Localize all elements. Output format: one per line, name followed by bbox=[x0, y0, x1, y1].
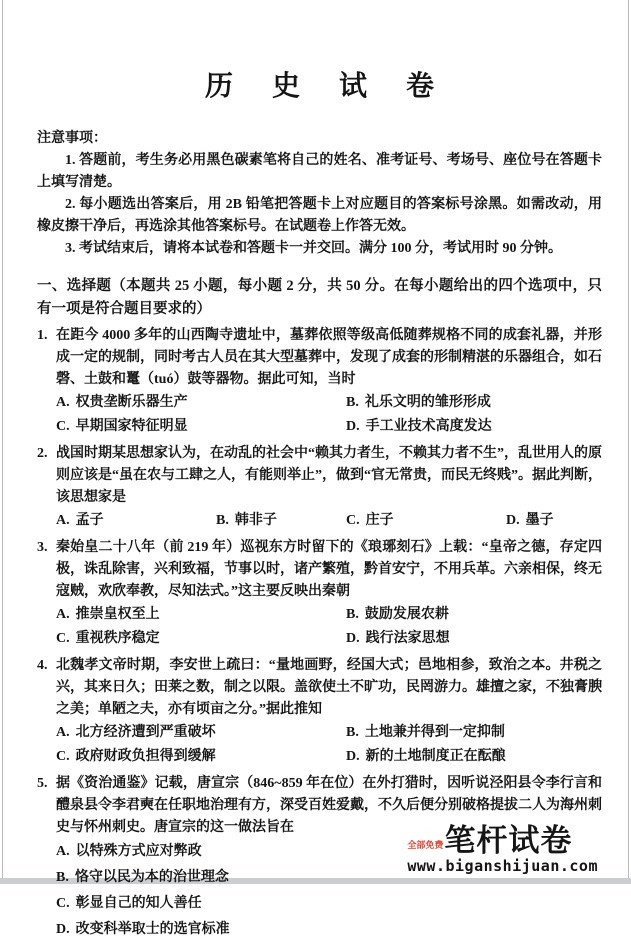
option-label: D. bbox=[346, 631, 360, 646]
option-text: 政府财政负担得到缓解 bbox=[75, 749, 216, 764]
question-stem: 据《资治通鉴》记载，唐宣宗（846~859 年在位）在外打猎时，因听说泾阳县令李行言和醴泉县令李君奭在任职地治理有方，深受百姓爱戴，不久后便分别破格提拔二人为海州刺史与怀州刺史。唐宣宗的这一做法旨在 bbox=[56, 776, 602, 835]
question-number: 3. bbox=[37, 540, 48, 555]
option-d bbox=[346, 745, 602, 769]
option-text: 新的土地制度正在酝酿 bbox=[365, 749, 506, 764]
option-label: C. bbox=[56, 896, 70, 911]
option-d bbox=[506, 509, 602, 533]
option-c bbox=[56, 627, 346, 651]
option-text: 手工业技术高度发达 bbox=[365, 419, 492, 434]
option-a bbox=[56, 603, 346, 627]
question-stem: 战国时期某思想家认为，在动乱的社会中“赖其力者生，不赖其力者不生”，乱世用人的原则应该是“虽在农与工肆之人，有能则举止”，做到“官无常贵，而民无终贱”。据此判断，该思想家是 bbox=[56, 446, 602, 505]
option-label: B. bbox=[56, 870, 69, 885]
free-badge: 全部免费 bbox=[407, 840, 444, 850]
option-label: A. bbox=[56, 395, 70, 410]
option-text: 礼乐文明的雏形形成 bbox=[364, 395, 491, 410]
option-label: D. bbox=[346, 749, 360, 764]
option-text: 改变科举取士的选官标准 bbox=[75, 922, 230, 937]
option-label: D. bbox=[346, 419, 360, 434]
option-label: B. bbox=[216, 513, 229, 528]
exam-paper bbox=[37, 0, 602, 943]
option-label: A. bbox=[56, 844, 70, 859]
option-text: 土地兼并得到一定抑制 bbox=[364, 725, 505, 740]
question-4-options bbox=[37, 721, 602, 769]
option-label: A. bbox=[56, 725, 70, 740]
option-text: 彰显自己的知人善任 bbox=[75, 896, 202, 911]
option-d bbox=[346, 627, 602, 651]
option-text: 权贵垄断乐器生产 bbox=[75, 395, 188, 410]
option-label: B. bbox=[346, 725, 359, 740]
question-stem: 北魏孝文帝时期，李安世上疏曰：“量地画野，经国大式；邑地相参，致治之本。井税之兴，其来日久；田莱之数，制之以限。盖欲使土不旷功，民罔游力。雄擅之家，不独膏腴之美；单陋之夫，亦有顷亩之分。”据此推知 bbox=[56, 658, 602, 717]
option-label: A. bbox=[56, 607, 70, 622]
option-label: A. bbox=[56, 513, 70, 528]
option-text: 鼓励发展农耕 bbox=[364, 607, 449, 622]
option-d bbox=[56, 917, 602, 943]
option-label: B. bbox=[346, 395, 359, 410]
option-label: C. bbox=[346, 513, 360, 528]
page-left-edge bbox=[2, 0, 3, 878]
option-text: 孟子 bbox=[75, 513, 104, 528]
section-heading: 一、选择题（本题共 25 小题，每小题 2 分，共 50 分。在每小题给出的四个选项中，只有一项是符合题目要求的） bbox=[37, 278, 602, 317]
question-4 bbox=[37, 655, 602, 769]
option-label: D. bbox=[56, 922, 70, 937]
option-b bbox=[346, 721, 602, 745]
page-right-edge bbox=[628, 0, 629, 878]
paper-title: 历 史 试 卷 bbox=[204, 71, 450, 102]
brand-logo: 笔杆试卷 bbox=[444, 823, 573, 858]
option-b bbox=[346, 391, 602, 415]
question-2-options bbox=[37, 509, 602, 533]
brand-url: www.biganshijuan.com bbox=[407, 857, 598, 875]
question-2 bbox=[37, 443, 602, 533]
question-number: 2. bbox=[37, 446, 48, 461]
notice-item-2: 2. 每小题选出答案后，用 2B 铅笔把答题卡上对应题目的答案标号涂黑。如需改动，用橡皮擦干净后，再选涂其他答案标号。在试题卷上作答无效。 bbox=[37, 197, 602, 234]
option-text: 践行法家思想 bbox=[365, 631, 450, 646]
question-number: 4. bbox=[37, 658, 48, 673]
option-b bbox=[346, 603, 602, 627]
question-3 bbox=[37, 537, 602, 651]
question-stem: 秦始皇二十八年（前 219 年）巡视东方时留下的《琅琊刻石》上载：“皇帝之德，存定四极，诛乱除害，兴利致福，节事以时，诸产繁殖，黔首安宁，不用兵革。六亲相保，终无寇贼，欢欣奉教，尽知法式。”这主要反映出秦朝 bbox=[56, 540, 602, 599]
question-stem: 在距今 4000 多年的山西陶寺遗址中，墓葬依照等级高低随葬规格不同的成套礼器，并形成一定的规制，同时考古人员在其大型墓葬中，发现了成套的形制精湛的乐器组合，如石磬、土鼓和鼍（tuó）鼓等器物。据此可知，当时 bbox=[56, 328, 602, 387]
option-c bbox=[56, 415, 346, 439]
option-b bbox=[216, 509, 346, 533]
option-label: B. bbox=[346, 607, 359, 622]
option-label: C. bbox=[56, 419, 70, 434]
option-a bbox=[56, 721, 346, 745]
option-c bbox=[56, 891, 602, 917]
notice-heading: 注意事项： bbox=[37, 131, 107, 146]
option-label: C. bbox=[56, 749, 70, 764]
option-text: 墨子 bbox=[525, 513, 554, 528]
option-c bbox=[346, 509, 506, 533]
option-c bbox=[56, 745, 346, 769]
option-text: 庄子 bbox=[365, 513, 394, 528]
option-a bbox=[56, 509, 216, 533]
option-text: 韩非子 bbox=[234, 513, 277, 528]
notice-item-1: 1. 答题前，考生务必用黑色碳素笔将自己的姓名、准考证号、考场号、座位号在答题卡上填写清楚。 bbox=[37, 153, 602, 190]
notice-section bbox=[37, 128, 602, 260]
option-label: D. bbox=[506, 513, 520, 528]
question-1-options bbox=[37, 391, 602, 439]
option-text: 推崇皇权至上 bbox=[75, 607, 160, 622]
watermark bbox=[407, 825, 598, 875]
question-number: 5. bbox=[37, 776, 48, 791]
option-text: 重视秩序稳定 bbox=[75, 631, 160, 646]
option-text: 以特殊方式应对弊政 bbox=[75, 844, 202, 859]
option-label: C. bbox=[56, 631, 70, 646]
notice-item-3: 3. 考试结束后，请将本试卷和答题卡一并交回。满分 100 分，考试用时 90 分钟。 bbox=[65, 241, 562, 256]
question-1 bbox=[37, 325, 602, 439]
option-text: 恪守以民为本的治世理念 bbox=[74, 870, 229, 885]
option-a bbox=[56, 391, 346, 415]
question-number: 1. bbox=[37, 328, 48, 343]
option-text: 北方经济遭到严重破坏 bbox=[75, 725, 216, 740]
question-3-options bbox=[37, 603, 602, 651]
option-text: 早期国家特征明显 bbox=[75, 419, 188, 434]
option-d bbox=[346, 415, 602, 439]
